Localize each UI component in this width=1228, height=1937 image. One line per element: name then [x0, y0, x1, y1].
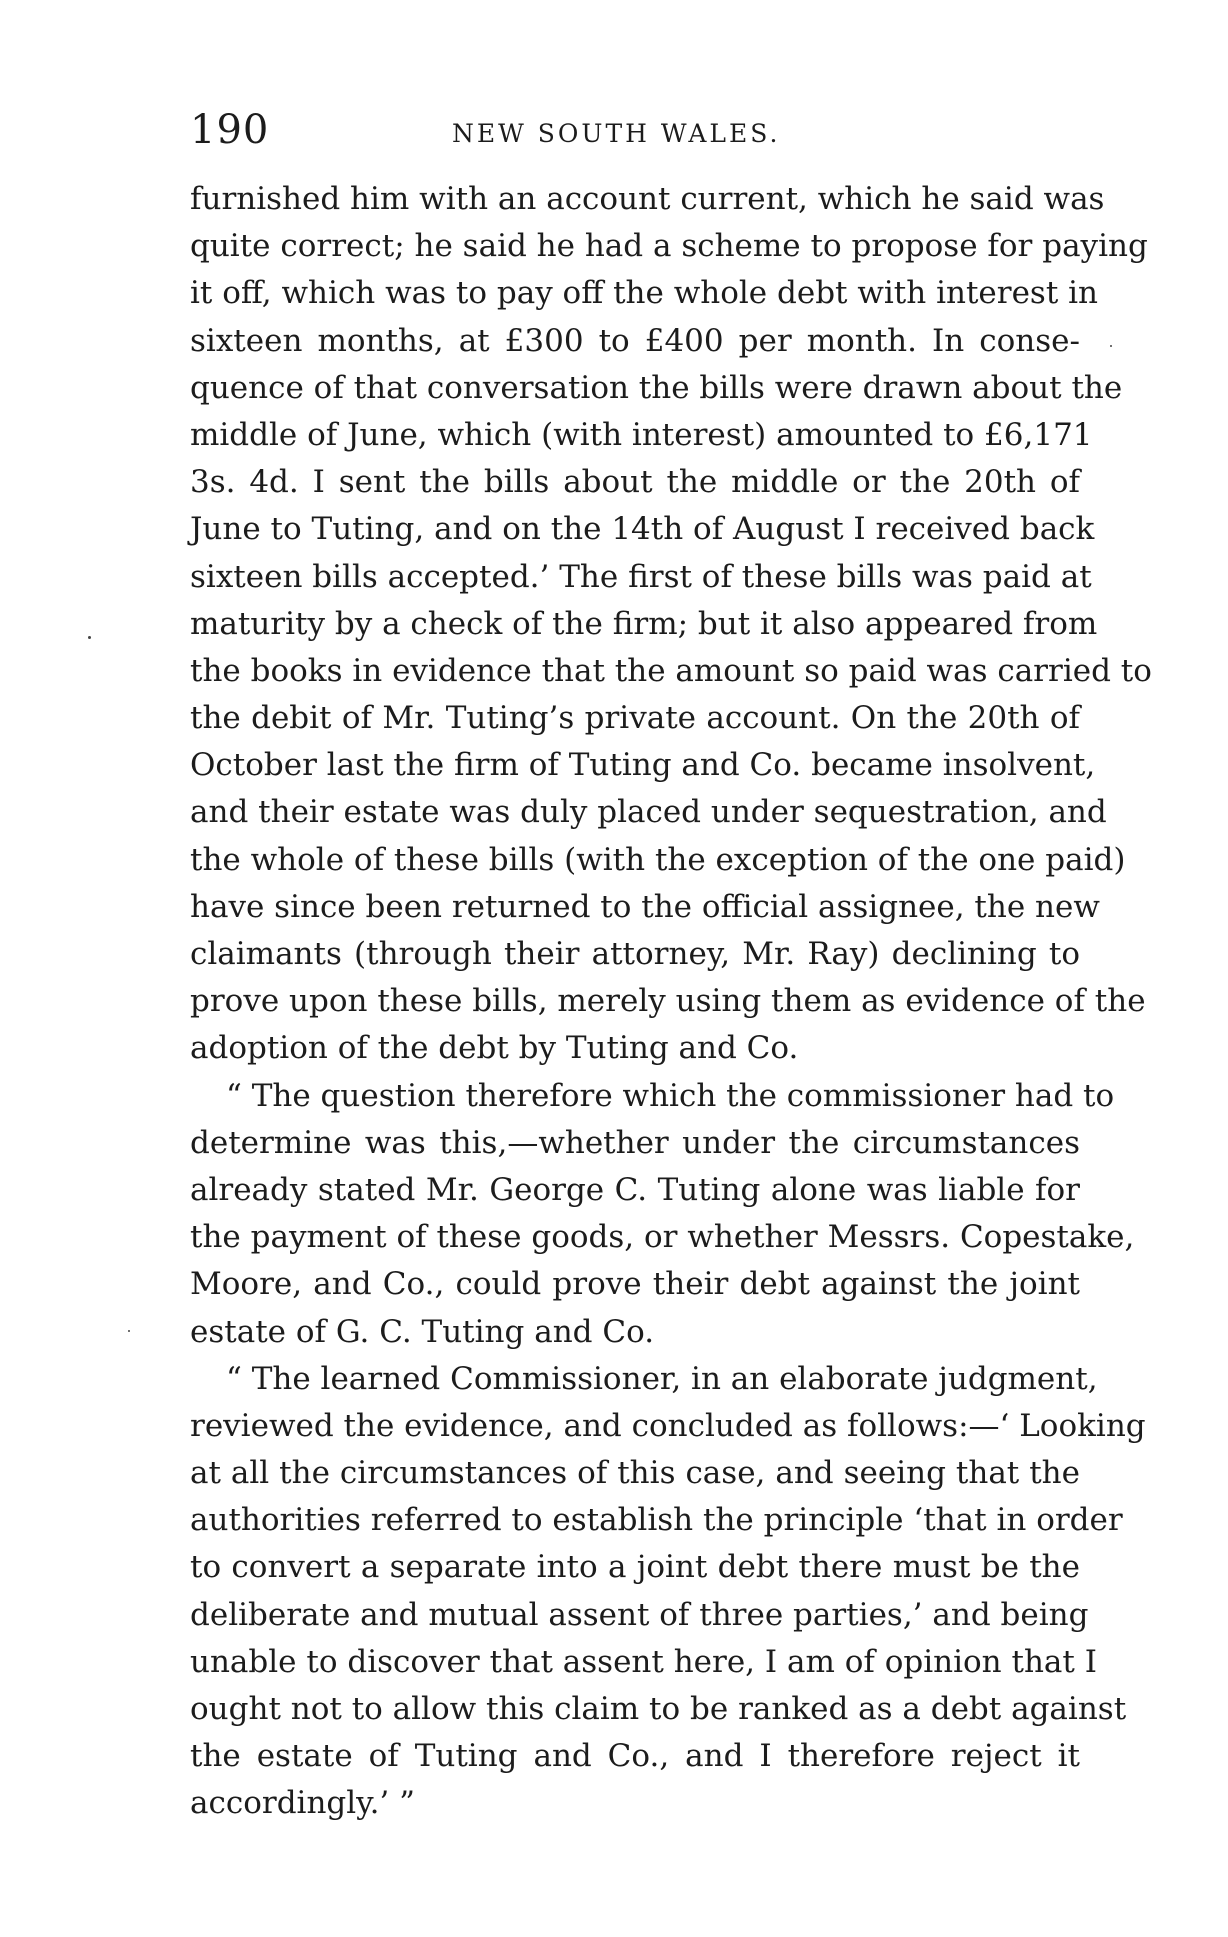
print-speck — [128, 1330, 130, 1332]
text-line: accordingly.’ ” — [190, 1785, 415, 1822]
text-line: October last the firm of Tuting and Co. became insolvent, — [190, 747, 1096, 784]
text-line: unable to discover that assent here, I am of opinion that I — [190, 1643, 1097, 1680]
text-line: estate of G. C. Tuting and Co. — [190, 1313, 655, 1350]
text-line: already stated Mr. George C. Tuting alone was liable for — [190, 1171, 1080, 1208]
text-line: quence of that conversation the bills were drawn about the — [190, 369, 1123, 406]
text-line: sixteen bills accepted.’ The first of these bills was paid at — [190, 558, 1092, 595]
text-line: reviewed the evidence, and concluded as follows:—‘ Looking — [190, 1407, 1146, 1444]
text-line: furnished him with an account current, which he said was — [190, 181, 1105, 217]
text-line: and their estate was duly placed under sequestration, and — [190, 794, 1107, 831]
text-line: Moore, and Co., could prove their debt against the joint — [190, 1266, 1080, 1303]
running-head: NEW SOUTH WALES. — [452, 119, 781, 148]
text-line: adoption of the debt by Tuting and Co. — [190, 1030, 799, 1067]
text-line: “ The question therefore which the commissioner had to — [226, 1077, 1115, 1114]
text-line: deliberate and mutual assent of three parties,’ and being — [190, 1596, 1089, 1633]
text-line: at all the circumstances of this case, and seeing that the — [190, 1455, 1080, 1492]
text-line: maturity by a check of the firm; but it also appeared from — [190, 605, 1098, 642]
text-line: middle of June, which (with interest) amounted to £6,171 — [190, 416, 1093, 453]
text-line: 3s. 4d. I sent the bills about the middle or the 20th of — [190, 464, 1080, 501]
text-line: have since been returned to the official assignee, the new — [190, 888, 1100, 925]
body-text — [190, 176, 1152, 1828]
text-line: authorities referred to establish the principle ‘that in order — [190, 1502, 1123, 1539]
text-line: sixteen months, at £300 to £400 per month. In conse- — [190, 322, 1080, 359]
text-line: to convert a separate into a joint debt there must be the — [190, 1549, 1080, 1586]
text-line: the whole of these bills (with the exception of the one paid) — [190, 841, 1126, 878]
text-line: June to Tuting, and on the 14th of August I received back — [190, 511, 1095, 548]
text-line: the books in evidence that the amount so paid was carried to — [190, 652, 1152, 689]
text-line: the estate of Tuting and Co., and I therefore reject it — [190, 1738, 1080, 1775]
page-number: 190 — [190, 107, 270, 153]
text-line: the debit of Mr. Tuting’s private account. On the 20th of — [190, 700, 1080, 737]
print-speck — [1110, 345, 1112, 347]
text-line: “ The learned Commissioner, in an elaborate judgment, — [226, 1360, 1098, 1397]
text-line: the payment of these goods, or whether Messrs. Copestake, — [190, 1219, 1135, 1256]
text-line: quite correct; he said he had a scheme to propose for paying — [190, 228, 1148, 265]
text-line: it off, which was to pay off the whole debt with interest in — [190, 275, 1099, 312]
text-line: prove upon these bills, merely using them as evidence of the — [190, 983, 1146, 1020]
text-line: ought not to allow this claim to be ranked as a debt against — [190, 1691, 1127, 1727]
text-line: determine was this,—whether under the circumstances — [190, 1124, 1080, 1161]
text-line: claimants (through their attorney, Mr. Ray) declining to — [190, 936, 1080, 972]
print-speck — [88, 636, 91, 639]
page-header — [190, 100, 1080, 160]
